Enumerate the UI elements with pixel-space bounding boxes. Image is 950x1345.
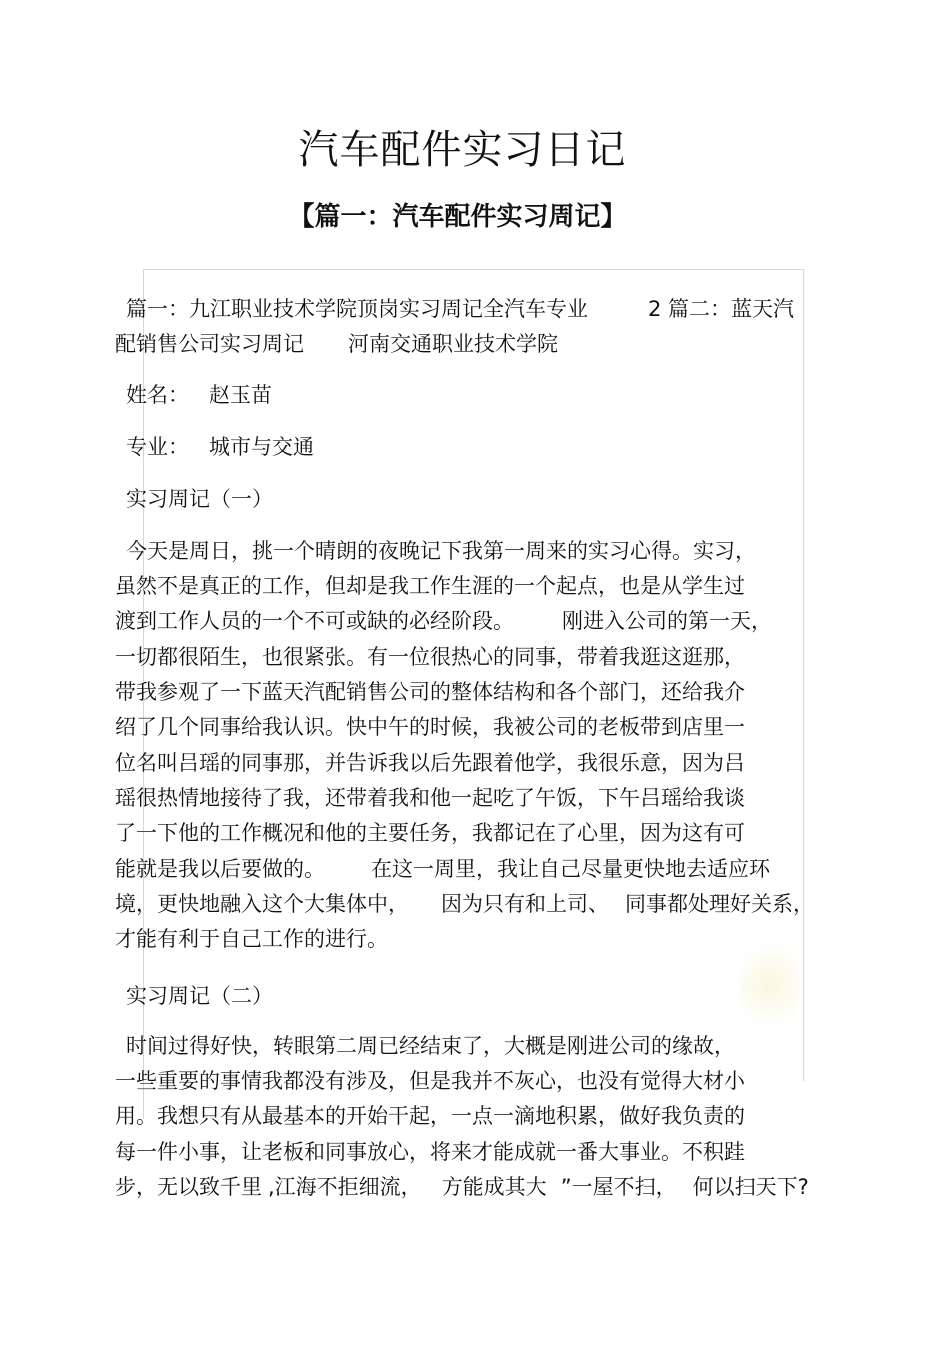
paragraph-text: 何以扫天下? (692, 1175, 809, 1199)
document-title: 汽车配件实习日记 (298, 127, 627, 173)
major-row (126, 432, 314, 462)
paragraph-line: 才能有利于自己工作的进行。 (115, 927, 388, 951)
paper-stain (740, 930, 800, 1040)
paragraph-text: ,江海不拒细流， (268, 1175, 422, 1199)
intro-text: 2 篇二：蓝天汽 (648, 297, 795, 321)
paragraph-line: 了一下他的工作概况和他的主要任务，我都记在了心里，因为这有可 (115, 821, 745, 845)
paragraph-line: 虽然不是真正的工作，但却是我工作生涯的一个起点，也是从学生过 (115, 574, 745, 598)
week2-heading: 实习周记（二） (126, 984, 273, 1008)
paragraph-line: 时间过得好快，转眼第二周已经结束了，大概是刚进公司的缘故， (126, 1034, 735, 1058)
name-value: 赵玉苗 (209, 383, 272, 407)
paragraph-line: 绍了几个同事给我认识。快中午的时候，我被公司的老板带到店里一 (115, 715, 745, 739)
paragraph-text: 方能成其大 (441, 1175, 547, 1199)
paragraph-text: 因为只有和上司、 (441, 892, 609, 916)
paragraph-line: 今天是周日，挑一个晴朗的夜晚记下我第一周来的实习心得。实习， (126, 539, 756, 563)
week1-heading: 实习周记（一） (126, 487, 273, 511)
paragraph-line (115, 854, 770, 884)
major-label: 专业： (126, 435, 189, 459)
paragraph-text: 境，更快地融入这个大集体中， (115, 892, 409, 916)
paragraph-line: 带我参观了一下蓝天汽配销售公司的整体结构和各个部门，还给我介 (115, 680, 745, 704)
intro-text: 河南交通职业技术学院 (348, 332, 558, 356)
paragraph-line: 用。我想只有从最基本的开始干起，一点一滴地积累，做好我负责的 (115, 1104, 745, 1128)
paragraph-text: 渡到工作人员的一个不可或缺的必经阶段。 (115, 609, 514, 633)
paragraph-text: 能就是我以后要做的。 (115, 857, 325, 881)
major-value: 城市与交通 (209, 435, 314, 459)
frame-border-top (143, 269, 804, 270)
paragraph-text: 在这一周里，我让自己尽量更快地去适应环 (371, 857, 770, 881)
paragraph-text: 刚进入公司的第一天， (562, 609, 772, 633)
document-subtitle: 【篇一：汽车配件实习周记】 (288, 202, 627, 232)
intro-line-1 (126, 294, 794, 324)
paragraph-line: 一些重要的事情我都没有涉及，但是我并不灰心，也没有觉得大材小 (115, 1069, 745, 1093)
intro-text: 篇一：九江职业技术学院顶岗实习周记全汽车专业 (126, 297, 588, 321)
paragraph-text: ”一屋不扫， (560, 1175, 677, 1199)
name-row (126, 380, 272, 410)
paragraph-text: 同事都处理好关系， (625, 892, 814, 916)
paragraph-line (115, 889, 814, 919)
intro-line-2 (115, 329, 558, 359)
paragraph-text: 步，无以致千里 (115, 1175, 262, 1199)
paragraph-line: 每一件小事，让老板和同事放心，将来才能成就一番大事业。不积跬 (115, 1140, 745, 1164)
paragraph-line: 瑶很热情地接待了我，还带着我和他一起吃了午饭，下午吕瑶给我谈 (115, 786, 745, 810)
paragraph-line (115, 1172, 809, 1202)
paragraph-line (115, 606, 772, 636)
frame-border-right (803, 269, 804, 1081)
intro-text: 配销售公司实习周记 (115, 332, 304, 356)
name-label: 姓名： (126, 383, 189, 407)
paragraph-line: 一切都很陌生，也很紧张。有一位很热心的同事，带着我逛这逛那， (115, 645, 745, 669)
paragraph-line: 位名叫吕瑶的同事那，并告诉我以后先跟着他学，我很乐意，因为吕 (115, 751, 745, 775)
